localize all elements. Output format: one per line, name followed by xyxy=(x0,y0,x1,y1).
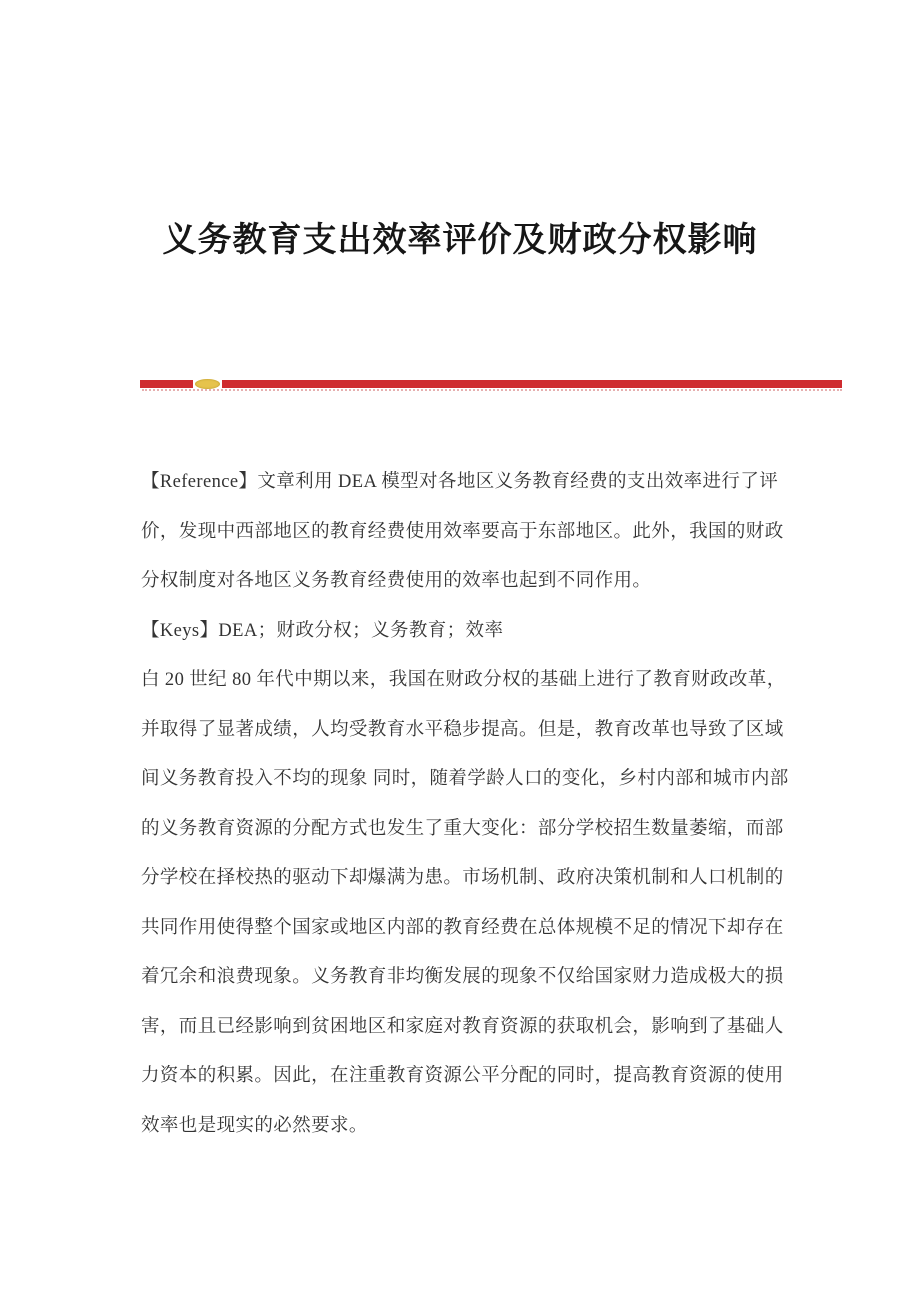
divider-accent-bead-icon xyxy=(195,379,220,389)
reference-line: 【Reference】文章利用 DEA 模型对各地区义务教育经费的支出效率进行了评 xyxy=(141,472,779,492)
body-line: 害，而且已经影响到贫困地区和家庭对教育资源的获取机会，影响到了基础人 xyxy=(141,1016,784,1037)
body-line: 分学校在择校热的驱动下却爆满为患。市场机制、政府决策机制和人口机制的 xyxy=(141,868,784,888)
body-line: 并取得了显著成绩，人均受教育水平稳步提高。但是，教育改革也导致了区域 xyxy=(141,719,784,740)
body-line: 白 20 世纪 80 年代中期以来，我国在财政分权的基础上进行了教育财政改革， xyxy=(141,670,786,690)
divider-bar-right xyxy=(222,380,842,388)
reference-line: 价，发现中西部地区的教育经费使用效率要高于东部地区。此外，我国的财政 xyxy=(141,521,784,542)
body-line: 力资本的积累。因此，在注重教育资源公平分配的同时，提高教育资源的使用 xyxy=(141,1066,784,1086)
divider-dotted-shadow xyxy=(142,389,842,391)
body-line: 效率也是现实的必然要求。 xyxy=(141,1115,368,1136)
body-line: 间义务教育投入不均的现象 同时，随着学龄人口的变化，乡村内部和城市内部 xyxy=(141,769,789,789)
article-body xyxy=(141,458,831,1151)
divider-bar-left xyxy=(140,380,193,388)
title-divider xyxy=(140,380,842,388)
reference-line: 分权制度对各地区义务教育经费使用的效率也起到不同作用。 xyxy=(141,571,652,591)
keywords-line: 【Keys】DEA；财政分权；义务教育；效率 xyxy=(141,620,504,641)
body-line: 着冗余和浪费现象。义务教育非均衡发展的现象不仅给国家财力造成极大的损 xyxy=(141,967,784,987)
body-line: 的义务教育资源的分配方式也发生了重大变化：部分学校招生数量萎缩，而部 xyxy=(141,818,784,839)
article-title: 义务教育支出效率评价及财政分权影响 xyxy=(162,222,758,259)
body-line: 共同作用使得整个国家或地区内部的教育经费在总体规模不足的情况下却存在 xyxy=(141,917,784,938)
